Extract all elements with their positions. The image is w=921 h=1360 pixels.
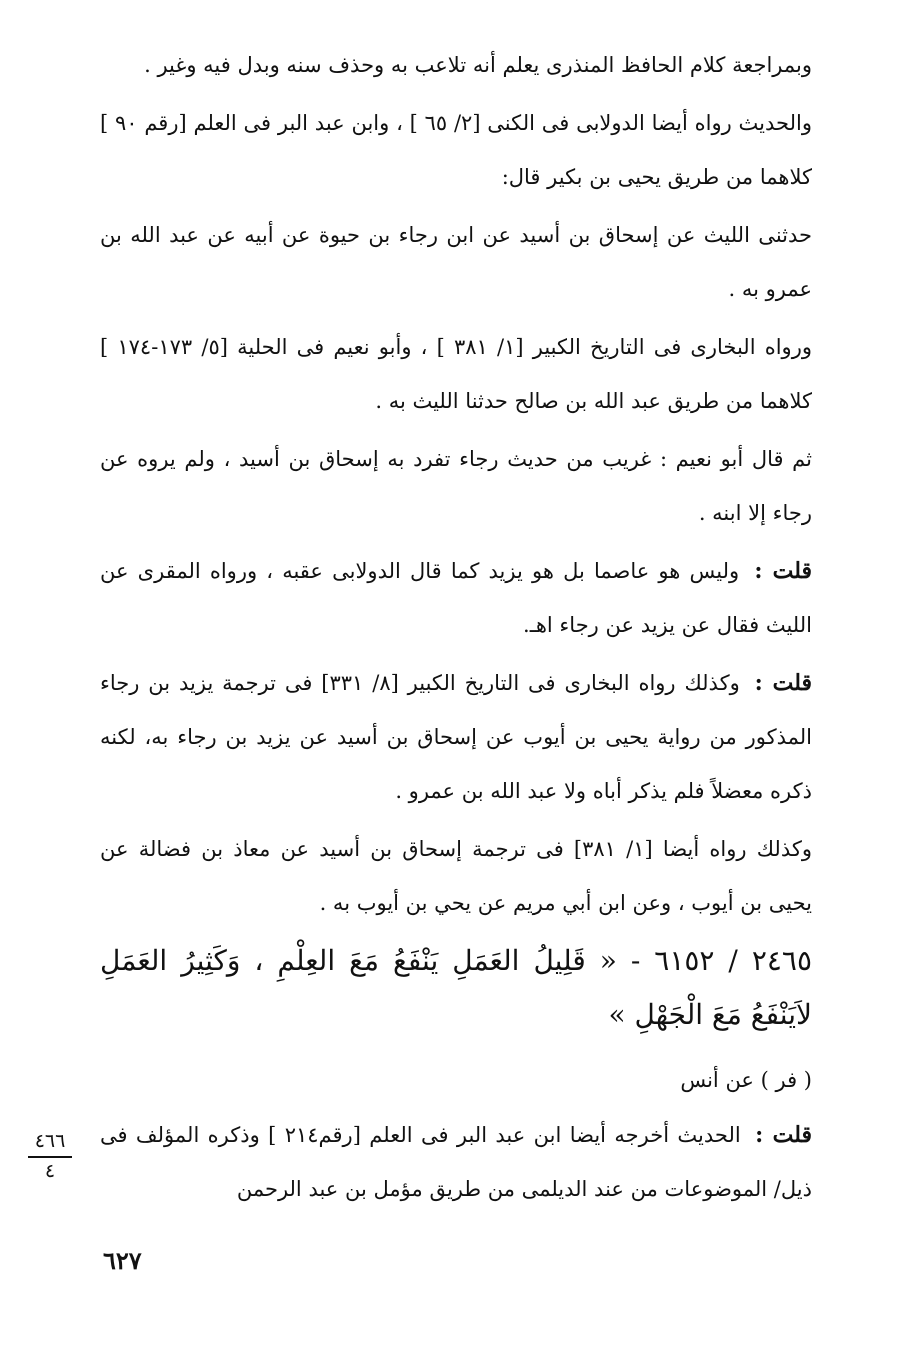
paragraph-5 bbox=[100, 432, 812, 540]
hadith-text: « قَلِيلُ العَمَلِ يَنْفَعُ مَعَ العِلْمِ ، وَكَثِيرُ العَمَلِ لاَيَنْفَعُ مَعَ الْجَهْلِ » bbox=[100, 944, 812, 1031]
paragraph-4 bbox=[100, 320, 812, 428]
paragraph-1 bbox=[100, 38, 812, 92]
margin-reference-bottom: ٤ bbox=[44, 1160, 56, 1182]
margin-reference-note bbox=[28, 1130, 72, 1183]
main-text-column bbox=[100, 38, 812, 1220]
paragraph-4-text: ورواه البخارى فى التاريخ الكبير [١/ ٣٨١ ] ، وأبو نعيم فى الحلية [٥/ ١٧٣-١٧٤ ] كلاهما من طريق عبد الله بن صالح حدثنا الليث به . bbox=[100, 335, 812, 413]
paragraph-1-text: وبمراجعة كلام الحافظ المنذرى يعلم أنه تلاعب به وحذف سنه وبدل فيه وغير . bbox=[144, 53, 812, 77]
hadith-source bbox=[100, 1056, 812, 1104]
final-paragraph bbox=[100, 1108, 812, 1216]
paragraph-6-text: وليس هو عاصما بل هو يزيد كما قال الدولابى عقبه ، ورواه المقرى عن الليث فقال عن يزيد عن رجاء اهـ. bbox=[100, 559, 812, 637]
hadith-entry bbox=[100, 934, 812, 1042]
hadith-source-text: ( فر ) عن أنس bbox=[680, 1068, 812, 1092]
final-paragraph-text: الحديث أخرجه أيضا ابن عبد البر فى العلم [رقم٢١٤ ] وذكره المؤلف فى ذيل/ الموضوعات من عند الديلمى من طريق مؤمل بن عبد الرحمن bbox=[100, 1123, 812, 1201]
paragraph-8 bbox=[100, 822, 812, 930]
page-number: ٦٢٧ bbox=[103, 1246, 142, 1275]
hadith-number: ٢٤٦٥ / ٦١٥٢ - bbox=[630, 944, 812, 977]
paragraph-3 bbox=[100, 208, 812, 316]
paragraph-7 bbox=[100, 656, 812, 818]
paragraph-5-text: ثم قال أبو نعيم : غريب من حديث رجاء تفرد به إسحاق بن أسيد ، ولم يروه عن رجاء إلا ابنه . bbox=[100, 447, 812, 525]
final-paragraph-lead: قلت : bbox=[755, 1122, 812, 1148]
paragraph-2 bbox=[100, 96, 812, 204]
paragraph-7-lead: قلت : bbox=[754, 670, 812, 696]
paragraph-2-text: والحديث رواه أيضا الدولابى فى الكنى [٢/ ٦٥ ] ، وابن عبد البر فى العلم [رقم ٩٠ ] كلاهما من طريق يحيى بن بكير قال: bbox=[100, 111, 812, 189]
paragraph-8-text: وكذلك رواه أيضا [١/ ٣٨١] فى ترجمة إسحاق بن أسيد عن معاذ بن فضالة عن يحيى بن أيوب ، وعن ابن أبي مريم عن يحي بن أيوب به . bbox=[100, 837, 812, 915]
paragraph-6-lead: قلت : bbox=[754, 558, 812, 584]
paragraph-3-text: حدثنى الليث عن إسحاق بن أسيد عن ابن رجاء بن حيوة عن أبيه عن عبد الله بن عمرو به . bbox=[100, 223, 812, 301]
paragraph-7-text: وكذلك رواه البخارى فى التاريخ الكبير [٨/ ٣٣١] فى ترجمة يزيد بن رجاء المذكور من رواية يحيى بن أيوب عن إسحاق بن أسيد عن يزيد بن رجاء به، لكنه ذكره معضلاً فلم يذكر أباه ولا عبد الله بن عمرو . bbox=[100, 671, 812, 803]
paragraph-6 bbox=[100, 544, 812, 652]
margin-reference-top: ٤٦٦ bbox=[28, 1130, 72, 1158]
